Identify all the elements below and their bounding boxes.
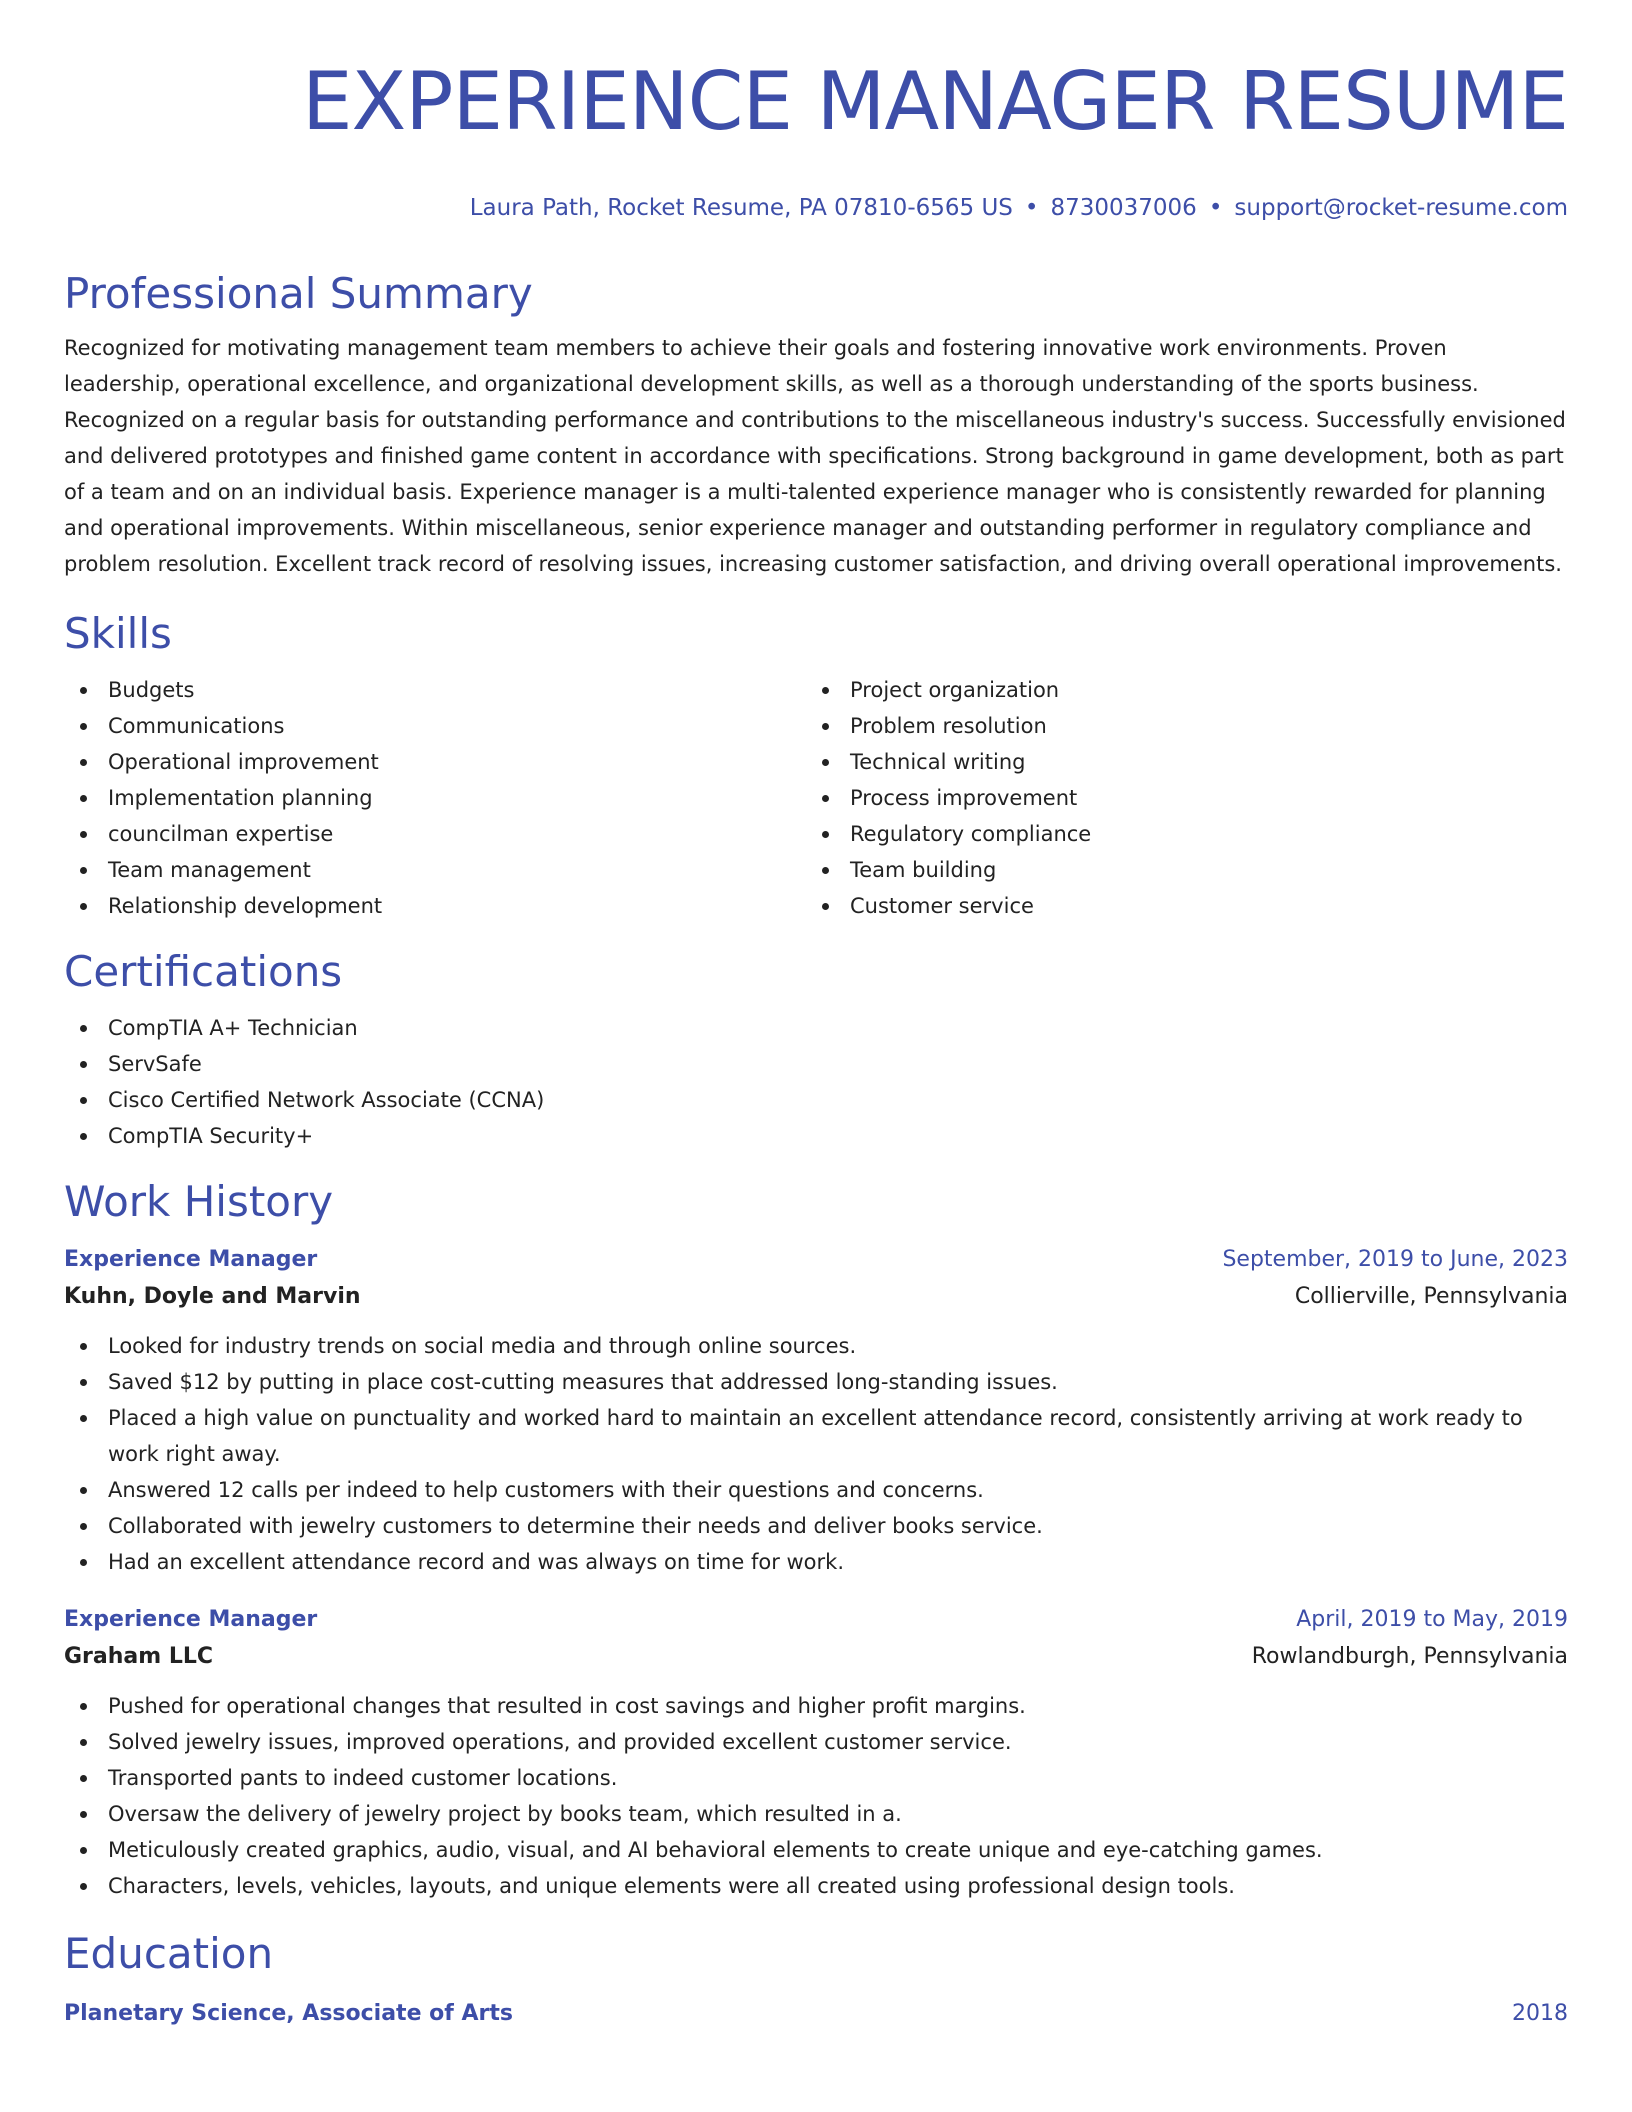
list-item: Characters, levels, vehicles, layouts, and unique elements were all created using professional design tools.: [64, 1868, 1568, 1904]
list-item: Project organization: [806, 672, 1548, 708]
resume-header: [64, 0, 1568, 224]
contact-address: Laura Path, Rocket Resume, PA 07810-6565 US: [469, 195, 1013, 221]
job-entry: [64, 1602, 1568, 1904]
contact-separator: •: [1024, 195, 1039, 221]
skills-heading: Skills: [64, 609, 172, 658]
job-header: [64, 1242, 1568, 1278]
job-role: Experience Manager: [64, 1607, 318, 1632]
list-item: CompTIA A+ Technician: [64, 1010, 1568, 1046]
list-item: Cisco Certified Network Associate (CCNA): [64, 1082, 1568, 1118]
summary-text: Recognized for motivating management team members to achieve their goals and fostering innovative work environments. Proven leadership, operational excellence, and organizational development skills, as well as a thorough understanding of the sports business. Recognized on a regular basis for outstanding performance and contributions to the miscellaneous industry's success. Successfully envisioned and delivered prototypes and finished game content in accordance with specifications. Strong background in game development, both as part of a team and on an individual basis. Experience manager is a multi-talented experience manager who is consistently rewarded for planning and operational improvements. Within miscellaneous, senior experience manager and outstanding performer in regulatory compliance and problem resolution. Excellent track record of resolving issues, increasing customer satisfaction, and driving overall operational improvements.: [64, 336, 1566, 576]
list-item: councilman expertise: [64, 816, 806, 852]
summary-section: [64, 268, 1568, 582]
list-item: Operational improvement: [64, 744, 806, 780]
list-item: Transported pants to indeed customer locations.: [64, 1760, 1568, 1796]
list-item: Regulatory compliance: [806, 816, 1548, 852]
certifications-list: [64, 1010, 1568, 1154]
skills-column-right: [806, 672, 1548, 924]
list-item: Customer service: [806, 888, 1548, 924]
education-section: [64, 1928, 1568, 2032]
list-item: ServSafe: [64, 1046, 1568, 1082]
education-year: 2018: [1512, 2001, 1568, 2026]
list-item: CompTIA Security+: [64, 1118, 1568, 1154]
list-item: Oversaw the delivery of jewelry project by books team, which resulted in a.: [64, 1796, 1568, 1832]
list-item: Placed a high value on punctuality and worked hard to maintain an excellent attendance record, consistently arriving at work ready to work right away.: [64, 1400, 1568, 1472]
list-item: Process improvement: [806, 780, 1548, 816]
contact-phone: 8730037006: [1050, 195, 1197, 221]
job-subheader: [64, 1638, 1568, 1676]
job-dates: September, 2019 to June, 2023: [1222, 1247, 1568, 1272]
job-header: [64, 1602, 1568, 1638]
work-history-section: [64, 1176, 1568, 1904]
contact-separator: •: [1208, 195, 1223, 221]
job-location: Collierville, Pennsylvania: [1294, 1284, 1568, 1309]
list-item: Team management: [64, 852, 806, 888]
job-location: Rowlandburgh, Pennsylvania: [1251, 1644, 1568, 1669]
skills-list-right: [806, 672, 1548, 924]
skills-column-left: [64, 672, 806, 924]
list-item: Looked for industry trends on social media and through online sources.: [64, 1328, 1568, 1364]
job-bullet-list: [64, 1328, 1568, 1580]
list-item: Budgets: [64, 672, 806, 708]
contact-line: [64, 192, 1568, 224]
list-item: Technical writing: [806, 744, 1548, 780]
job-dates: April, 2019 to May, 2019: [1296, 1607, 1568, 1632]
contact-email: support@rocket-resume.com: [1234, 195, 1568, 221]
list-item: Problem resolution: [806, 708, 1548, 744]
list-item: Answered 12 calls per indeed to help customers with their questions and concerns.: [64, 1472, 1568, 1508]
list-item: Team building: [806, 852, 1548, 888]
job-company: Kuhn, Doyle and Marvin: [64, 1284, 361, 1309]
list-item: Meticulously created graphics, audio, visual, and AI behavioral elements to create unique and eye-catching games.: [64, 1832, 1568, 1868]
list-item: Pushed for operational changes that resulted in cost savings and higher profit margins.: [64, 1688, 1568, 1724]
certifications-heading: Certifications: [64, 947, 343, 996]
job-subheader: [64, 1278, 1568, 1316]
job-role: Experience Manager: [64, 1247, 318, 1272]
education-heading: Education: [64, 1929, 274, 1978]
skills-grid: [64, 672, 1568, 924]
work-history-heading: Work History: [64, 1177, 334, 1226]
list-item: Collaborated with jewelry customers to determine their needs and deliver books service.: [64, 1508, 1568, 1544]
certifications-section: [64, 946, 1568, 1154]
list-item: Had an excellent attendance record and was always on time for work.: [64, 1544, 1568, 1580]
summary-heading: Professional Summary: [64, 269, 533, 318]
skills-section: [64, 608, 1568, 924]
list-item: Communications: [64, 708, 806, 744]
education-degree: Planetary Science, Associate of Arts: [64, 2001, 513, 2026]
list-item: Saved $12 by putting in place cost-cutting measures that addressed long-standing issues.: [64, 1364, 1568, 1400]
list-item: Relationship development: [64, 888, 806, 924]
skills-list-left: [64, 672, 806, 924]
list-item: Implementation planning: [64, 780, 806, 816]
job-bullet-list: [64, 1688, 1568, 1904]
job-entry: [64, 1242, 1568, 1580]
job-company: Graham LLC: [64, 1644, 214, 1669]
list-item: Solved jewelry issues, improved operations, and provided excellent customer service.: [64, 1724, 1568, 1760]
education-entry: [64, 1996, 1568, 2032]
page-title: EXPERIENCE MANAGER RESUME: [301, 55, 1568, 148]
